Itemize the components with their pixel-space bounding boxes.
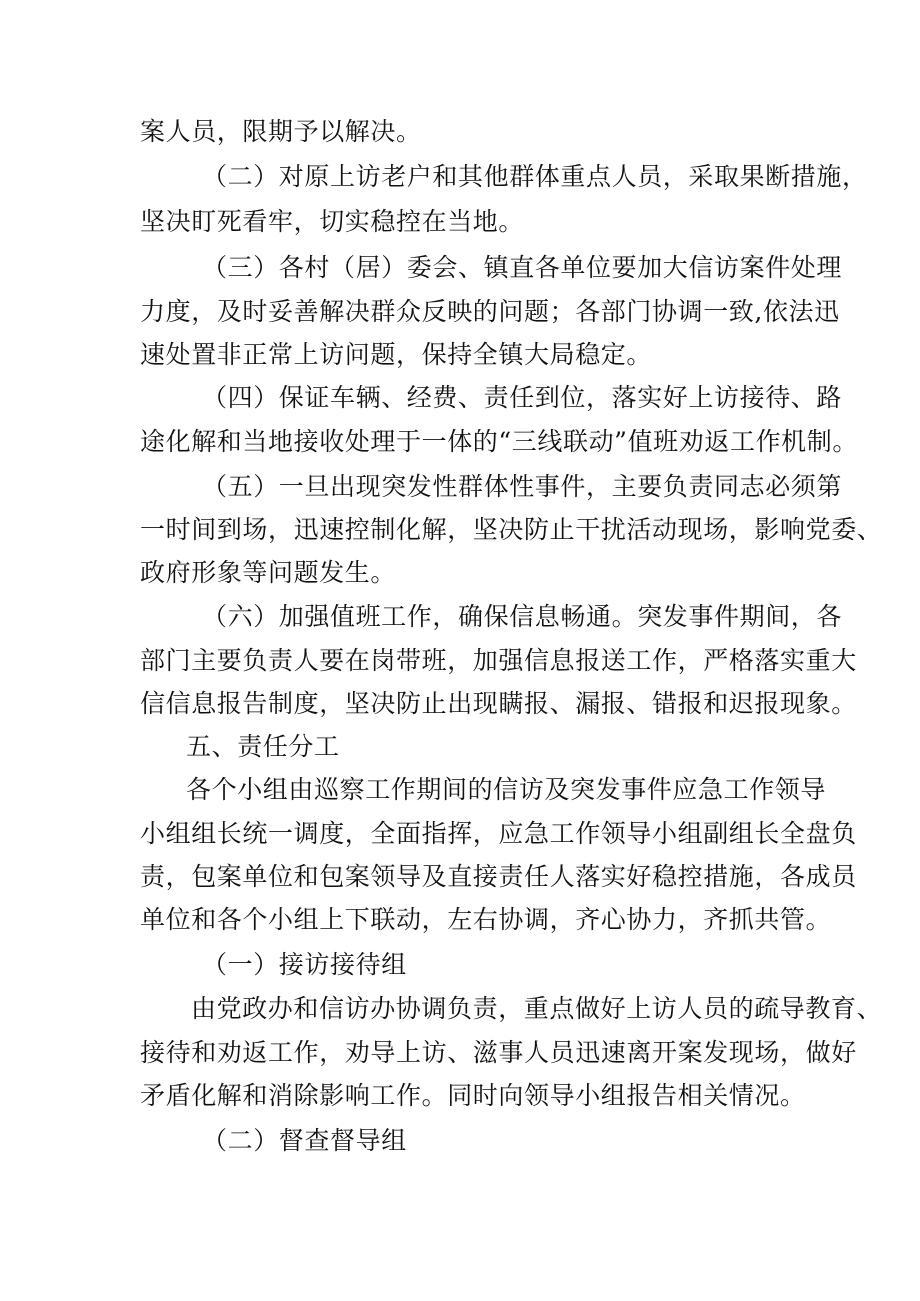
text-line-4: （三）各村（居）委会、镇直各单位要加大信访案件处理: [202, 253, 843, 282]
subsection-heading-supervision: （二）督查督导组: [202, 1126, 407, 1155]
text-line-8: 途化解和当地接收处理于一体的“三线联动”值班劝返工作机制。: [140, 427, 858, 456]
text-line-12: （六）加强值班工作，确保信息畅通。突发事件期间，各: [202, 602, 843, 631]
text-line-21: 由党政办和信访办协调负责，重点做好上访人员的疏导教育、: [191, 994, 883, 1023]
subsection-heading-reception: （一）接访接待组: [202, 950, 407, 979]
text-line-14: 信信息报告制度，坚决防止出现瞒报、漏报、错报和迟报现象。: [140, 689, 857, 718]
text-line-19: 单位和各个小组上下联动，左右协调，齐心协力，齐抓共管。: [140, 905, 832, 934]
text-line-2: （二）对原上访老户和其他群体重点人员，采取果断措施，: [202, 162, 868, 191]
section-heading: 五、责任分工: [186, 732, 340, 761]
text-line-6: 速处置非正常上访问题，保持全镇大局稳定。: [140, 340, 653, 369]
text-line-11: 政府形象等问题发生。: [140, 558, 397, 587]
text-line-18: 责，包案单位和包案领导及直接责任人落实好稳控措施，各成员: [140, 862, 857, 891]
text-line-7: （四）保证车辆、经费、责任到位，落实好上访接待、路: [202, 383, 843, 412]
text-line-1: 案人员，限期予以解决。: [140, 117, 422, 146]
text-line-10: 一时间到场，迅速控制化解，坚决防止干扰活动现场，影响党委、: [140, 515, 883, 544]
text-line-5: 力度，及时妥善解决群众反映的问题；各部门协调一致,依法迅: [140, 297, 840, 326]
text-line-16: 各个小组由巡察工作期间的信访及突发事件应急工作领导: [186, 775, 827, 804]
text-line-23: 矛盾化解和消除影响工作。同时向领导小组报告相关情况。: [140, 1081, 806, 1110]
text-line-13: 部门主要负责人要在岗带班，加强信息报送工作，严格落实重大: [140, 646, 857, 675]
text-line-17: 小组组长统一调度，全面指挥，应急工作领导小组副组长全盘负: [140, 819, 857, 848]
text-line-22: 接待和劝返工作，劝导上访、滋事人员迅速离开案发现场，做好: [140, 1038, 857, 1067]
text-line-3: 坚决盯死看牢，切实稳控在当地。: [140, 207, 525, 236]
text-line-9: （五）一旦出现突发性群体性事件，主要负责同志必须第: [202, 472, 843, 501]
